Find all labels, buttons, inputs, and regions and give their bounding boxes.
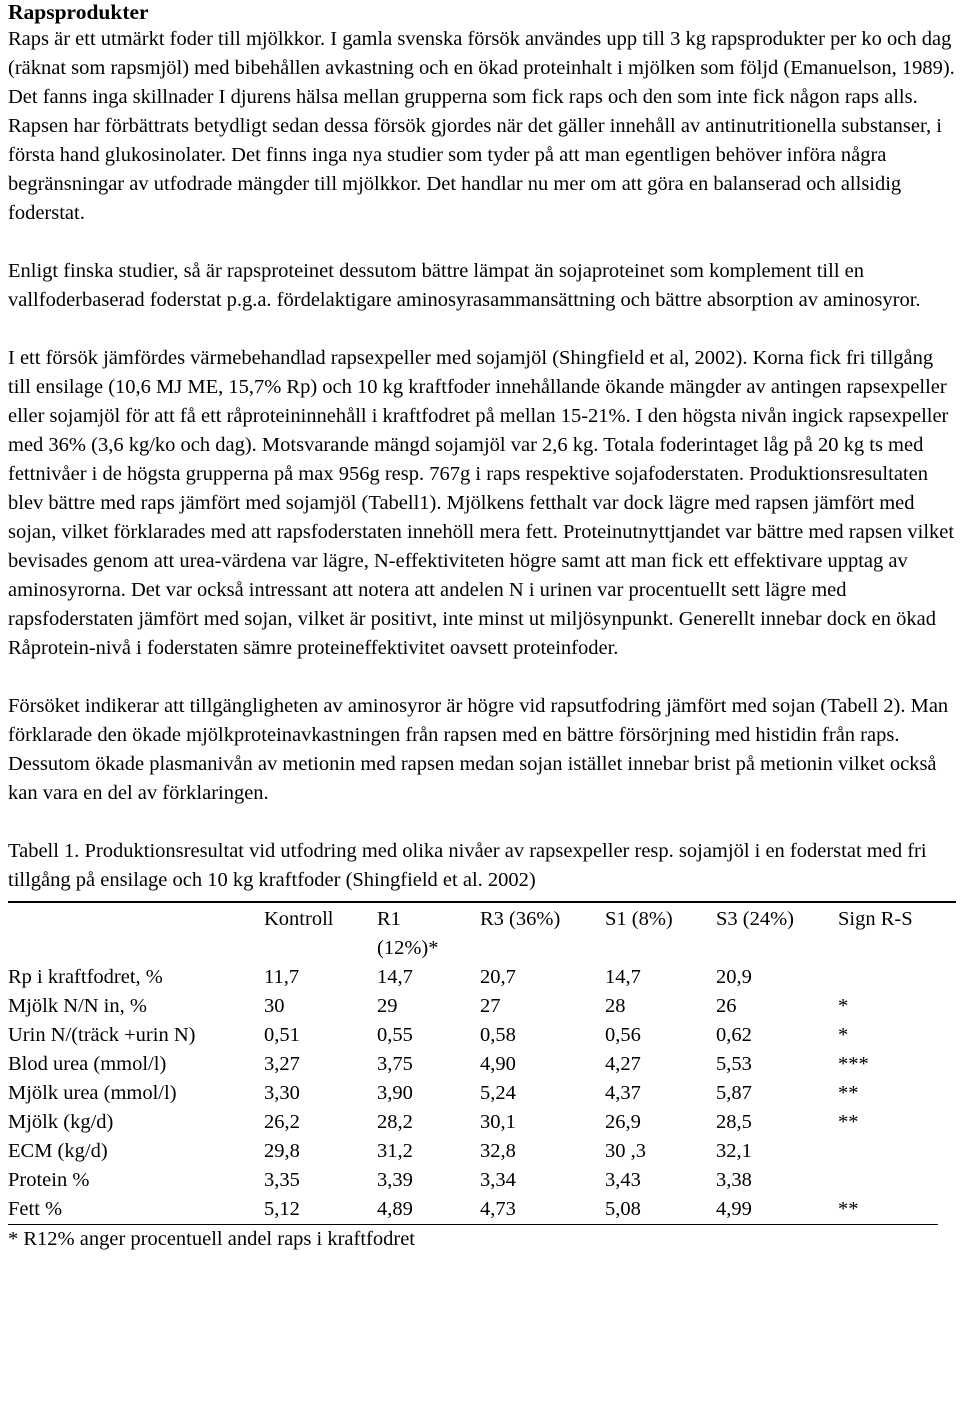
header-cell-text: R1 (12%)*	[377, 908, 439, 959]
table-cell: Protein %	[8, 1169, 90, 1191]
table-cell: 0,62	[716, 1024, 752, 1046]
paragraph-gap	[8, 315, 956, 344]
table-cell: 0,51	[264, 1024, 300, 1046]
table-cell: *	[838, 995, 849, 1017]
table-cell: 28,5	[716, 1111, 752, 1133]
table-cell: 4,37	[605, 1082, 641, 1104]
header-cell: Sign R-S	[838, 908, 913, 930]
table-cell: 26,2	[264, 1111, 300, 1133]
paragraph-4: Försöket indikerar att tillgängligheten av aminosyror är högre vid rapsutfodring jämfört med sojan (Tabell 2). Man förklarade den ökade mjölkproteinavkastningen från rapsen med en bättre försörjning med histidin från raps. Dessutom ökade plasmanivån av metionin med rapsen medan sojan istället innebar brist på metionin vilket också kan vara en del av förklaringen.	[8, 695, 949, 804]
table-cell: 20,9	[716, 966, 752, 988]
table-cell: 28	[605, 995, 626, 1017]
table-cell: **	[838, 1082, 859, 1104]
table-cell: 29	[377, 995, 398, 1017]
table-row	[8, 963, 938, 992]
table-row	[8, 992, 938, 1021]
table-cell: 30	[264, 995, 285, 1017]
table-cell: 5,53	[716, 1053, 752, 1075]
table-row	[8, 1050, 938, 1079]
table-cell: 14,7	[377, 966, 413, 988]
table-cell: 3,34	[480, 1169, 516, 1191]
table-cell: Rp i kraftfodret, %	[8, 966, 163, 988]
table-row	[8, 1195, 938, 1224]
table-cell: Mjölk (kg/d)	[8, 1111, 114, 1133]
table-cell	[838, 1137, 938, 1166]
table-cell: 3,75	[377, 1053, 413, 1075]
table-row	[8, 1166, 938, 1195]
table-cell: 5,24	[480, 1082, 516, 1104]
header-cell: Kontroll	[264, 908, 334, 930]
table-row	[8, 1079, 938, 1108]
table-row	[8, 1021, 938, 1050]
table-cell: 5,87	[716, 1082, 752, 1104]
document-heading: Rapsprodukter	[8, 0, 149, 24]
table-row	[8, 1108, 938, 1137]
table-cell: 32,8	[480, 1140, 516, 1162]
table-cell: 14,7	[605, 966, 641, 988]
table-header-row	[8, 905, 938, 963]
table-row	[8, 1137, 938, 1166]
table-cell: 26,9	[605, 1111, 641, 1133]
paragraph-1: Raps är ett utmärkt foder till mjölkkor. I gamla svenska försök användes upp till 3 kg rapsprodukter per ko och dag (räknat som rapsmjöl) med bibehållen avkastning och en ökad proteinhalt i mjölken som följd (Emanuelson, 1989). Det fanns inga skillnader I djurens hälsa mellan grupperna som fick raps och den som inte fick någon raps alls. Rapsen har förbättrats betydligt sedan dessa försök gjordes när det gäller innehåll av antinutritionella substanser, i första hand glukosinolater. Det finns inga nya studier som tyder på att man egentligen behöver införa några begränsningar av utfodrade mängder till mjölkkor. Det handlar nu mer om att göra en balanserad och allsidig foderstat.	[8, 28, 955, 224]
table-cell: **	[838, 1111, 859, 1133]
paragraph-3: I ett försök jämfördes värmebehandlad rapsexpeller med sojamjöl (Shingfield et al, 2002). Korna fick fri tillgång till ensilage (10,6 MJ ME, 15,7% Rp) och 10 kg kraftfoder innehållande ökande mängder av antingen rapsexpeller eller sojamjöl för att få ett råproteininnehåll i kraftfodret på mellan 15-21%. I den högsta nivån ingick rapsexpeller med 36% (3,6 kg/ko och dag). Motsvarande mängd sojamjöl var 2,6 kg. Totala foderintaget låg på 20 kg ts med fettnivåer i de högsta grupperna på max 956g resp. 767g i raps respektive sojafoderstaten. Produktionsresultaten blev bättre med raps jämfört med sojamjöl (Tabell1). Mjölkens fetthalt var dock lägre med rapsen jämfört med sojan, vilket förklarades med att rapsfoderstaten innehöll mera fett. Proteinutnyttjandet var bättre med rapsen vilket bevisades genom att urea-värdena var lägre, N-effektiviteten högre samt att man fick ett effektivare upptag av aminosyrorna. Det var också intressant att notera att andelen N i urinen var procentuellt sett lägre med rapsfoderstaten jämfört med sojan, vilket är positivt, inte minst ut miljösynpunkt. Generellt innebar dock en ökad Råprotein-nivå i foderstaten sämre proteineffektivitet oavsett proteinfoder.	[8, 347, 955, 659]
header-cell	[8, 905, 264, 963]
table-cell: Blod urea (mmol/l)	[8, 1053, 167, 1075]
table-cell: ***	[838, 1053, 869, 1075]
table-cell: 4,89	[377, 1198, 413, 1220]
table-cell: 3,39	[377, 1169, 413, 1191]
table-cell: 3,90	[377, 1082, 413, 1104]
table-cell: 11,7	[264, 966, 300, 988]
header-cell: S3 (24%)	[716, 908, 795, 930]
table-cell: 30,1	[480, 1111, 516, 1133]
table-cell: 32,1	[716, 1140, 752, 1162]
table-cell: 29,8	[264, 1140, 300, 1162]
table-cell: 3,27	[264, 1053, 300, 1075]
table-cell: **	[838, 1198, 859, 1220]
table-cell: Mjölk urea (mmol/l)	[8, 1082, 177, 1104]
table-cell: *	[838, 1024, 849, 1046]
results-table	[8, 905, 938, 1224]
document-page	[8, 0, 956, 1254]
table-cell: 4,90	[480, 1053, 516, 1075]
table-cell: 0,56	[605, 1024, 641, 1046]
table-caption: Tabell 1. Produktionsresultat vid utfodring med olika nivåer av rapsexpeller resp. sojamjöl i en foderstat med fri tillgång på ensilage och 10 kg kraftfoder (Shingfield et al. 2002)	[8, 840, 927, 891]
table-cell: 4,73	[480, 1198, 516, 1220]
table-cell: 20,7	[480, 966, 516, 988]
table-cell: 3,30	[264, 1082, 300, 1104]
table-cell: 27	[480, 995, 501, 1017]
results-table-wrapper	[8, 901, 956, 1254]
table-cell: 0,55	[377, 1024, 413, 1046]
table-cell	[838, 963, 938, 992]
table-cell: 31,2	[377, 1140, 413, 1162]
header-cell: S1 (8%)	[605, 908, 673, 930]
table-footnote: * R12% anger procentuell andel raps i kraftfodret	[8, 1228, 415, 1250]
paragraph-gap	[8, 808, 956, 837]
paragraph-2: Enligt finska studier, så är rapsproteinet dessutom bättre lämpat än sojaproteinet som komplement till en vallfoderbaserad foderstat p.g.a. fördelaktigare aminosyrasammansättning och bättre absorption av aminosyror.	[8, 260, 921, 311]
table-cell: ECM (kg/d)	[8, 1140, 108, 1162]
table-cell: 4,27	[605, 1053, 641, 1075]
table-cell: 3,38	[716, 1169, 752, 1191]
table-cell: 28,2	[377, 1111, 413, 1133]
table-cell: 5,08	[605, 1198, 641, 1220]
table-cell: 5,12	[264, 1198, 300, 1220]
table-cell: 4,99	[716, 1198, 752, 1220]
table-cell: 3,35	[264, 1169, 300, 1191]
header-cell	[377, 905, 480, 963]
table-cell: 0,58	[480, 1024, 516, 1046]
table-cell: Urin N/(träck +urin N)	[8, 1024, 196, 1046]
paragraph-gap	[8, 663, 956, 692]
table-cell	[838, 1166, 938, 1195]
table-cell: Fett %	[8, 1198, 63, 1220]
table-cell: 26	[716, 995, 737, 1017]
table-cell: 3,43	[605, 1169, 641, 1191]
header-cell: R3 (36%)	[480, 908, 561, 930]
table-cell: 30 ,3	[605, 1140, 646, 1162]
table-cell: Mjölk N/N in, %	[8, 995, 147, 1017]
paragraph-gap	[8, 228, 956, 257]
